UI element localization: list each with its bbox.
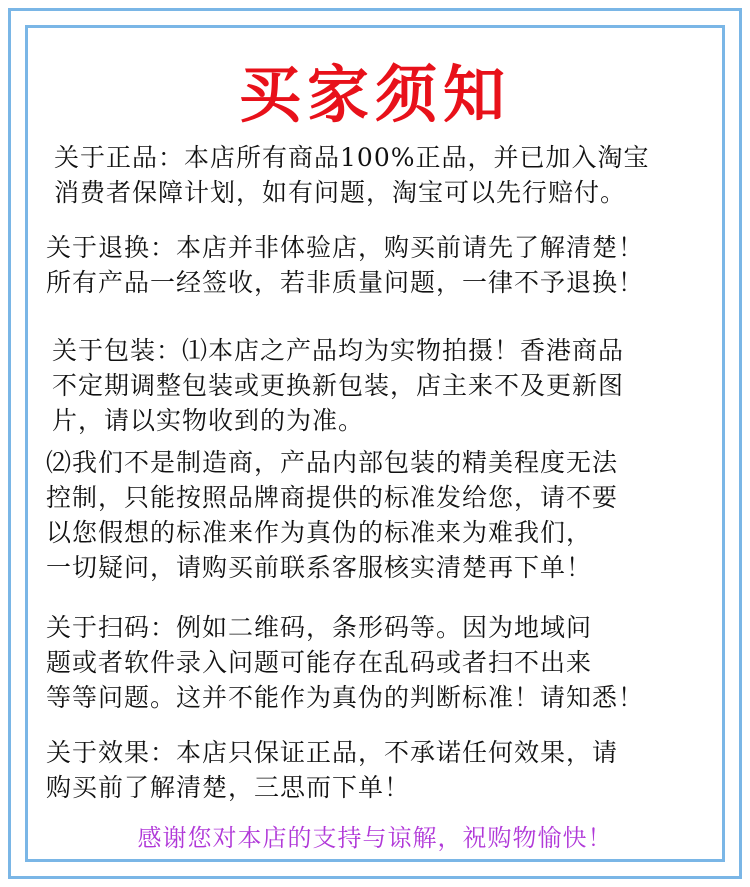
- page-title: 买家须知: [238, 58, 511, 131]
- section-line: 控制，只能按照品牌商提供的标准发给您，请不要: [46, 483, 619, 512]
- section-line: ⑵我们不是制造商，产品内部包装的精美程度无法: [46, 448, 619, 477]
- section-line: 题或者软件录入问题可能存在乱码或者扫不出来: [46, 648, 593, 677]
- section-line: 以您假想的标准来作为真伪的标准来为难我们，: [46, 518, 593, 547]
- section-line: 关于效果：本店只保证正品，不承诺任何效果，请: [46, 738, 619, 767]
- thanks-message: 感谢您对本店的支持与谅解，祝购物愉快！: [137, 824, 613, 852]
- section-line: 消费者保障计划，如有问题，淘宝可以先行赔付。: [54, 178, 627, 207]
- section-packaging-2: [46, 445, 716, 585]
- section-packaging: [52, 333, 722, 438]
- section-effect: [46, 735, 716, 805]
- section-returns: [46, 230, 716, 300]
- section-authentic: [54, 140, 724, 210]
- section-line: 关于正品：本店所有商品100%正品，并已加入淘宝: [54, 143, 650, 172]
- section-line: 关于退换：本店并非体验店，购买前请先了解清楚！: [46, 233, 645, 262]
- section-line: 购买前了解清楚，三思而下单！: [46, 773, 411, 802]
- section-line: 不定期调整包装或更换新包装，店主来不及更新图: [52, 371, 625, 400]
- section-line: 关于包装：⑴本店之产品均为实物拍摄！香港商品: [52, 336, 625, 365]
- section-scan-code: [46, 610, 716, 715]
- section-line: 关于扫码：例如二维码，条形码等。因为地域问: [46, 613, 593, 642]
- section-line: 一切疑问，请购买前联系客服核实清楚再下单！: [46, 553, 593, 582]
- section-line: 片，请以实物收到的为准。: [52, 406, 365, 435]
- section-line: 所有产品一经签收，若非质量问题，一律不予退换！: [46, 268, 645, 297]
- section-line: 等等问题。这并不能作为真伪的判断标准！请知悉！: [46, 683, 645, 712]
